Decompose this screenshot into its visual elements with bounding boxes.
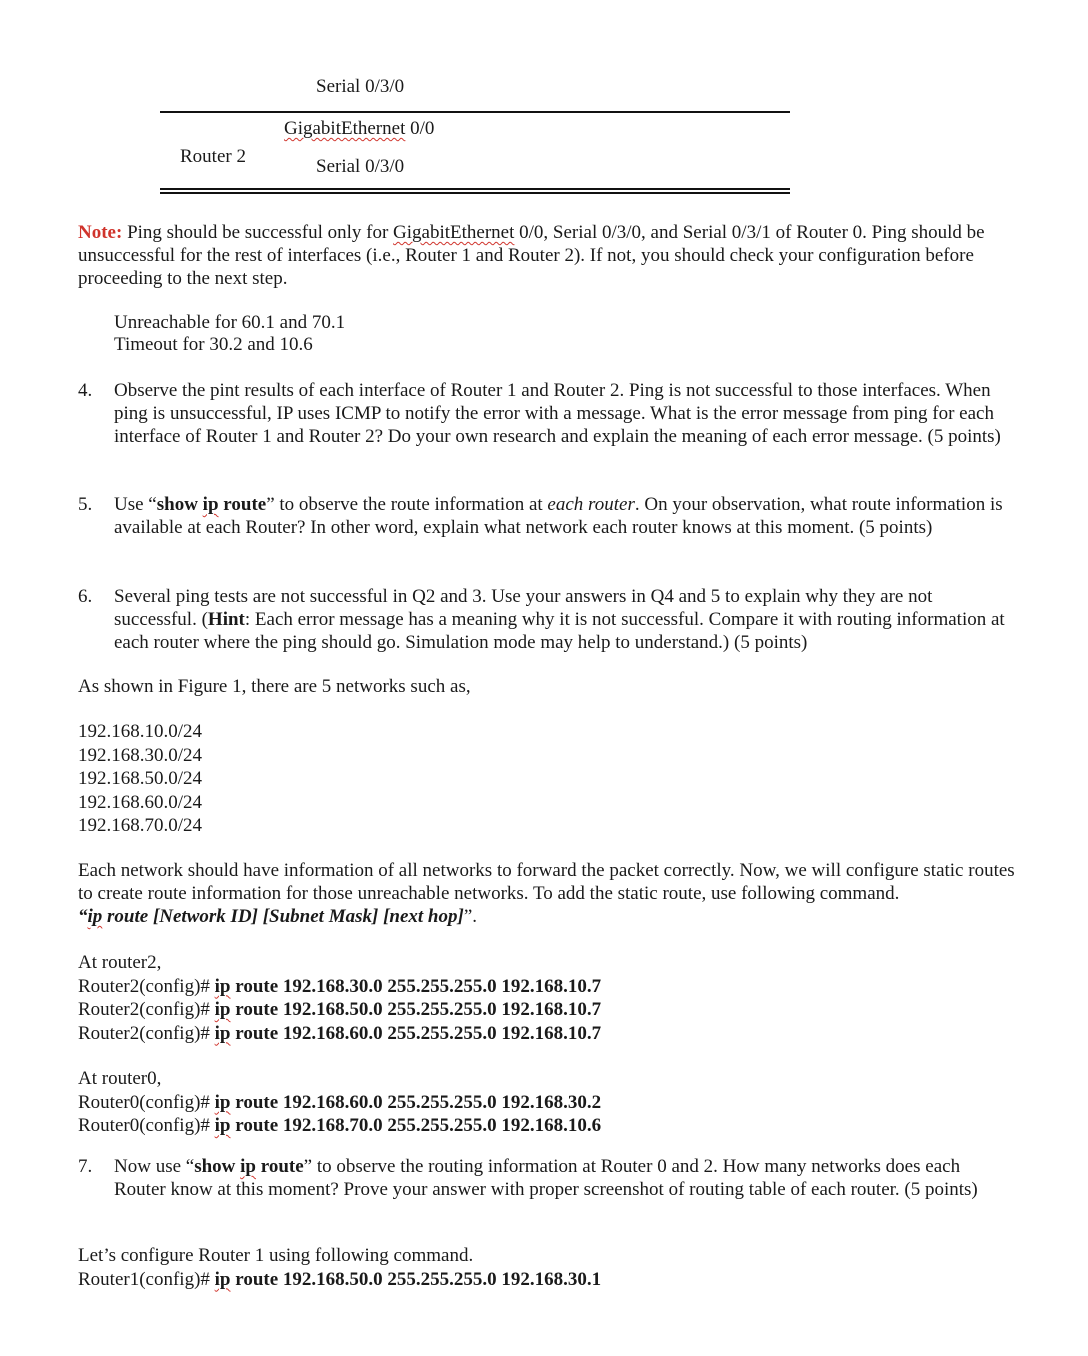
answer-line-2: Timeout for 30.2 and 10.6	[114, 334, 313, 355]
cli-command: route 192.168.70.0 255.255.255.0 192.168.10.6	[235, 1115, 602, 1136]
spellcheck-word: ip	[214, 1091, 231, 1113]
block-heading: Let’s configure Router 1 using following command.	[78, 1245, 474, 1266]
note-text-c: 0/0, Serial 0/3/0, and Serial 0/3/1 of Router 0. Ping should be unsuccessful for the rest of interfaces (i.e., Router 1 and Router 2). If not, you should check your configuration before proceeding to the next step.	[78, 222, 985, 289]
config-line	[78, 1114, 601, 1138]
table-rule-bottom-1	[160, 188, 790, 190]
note-label: Note:	[78, 222, 123, 243]
text-segment: ”.	[463, 906, 478, 927]
text-segment: ” to observe the route information at	[266, 494, 543, 515]
command-syntax: route [Network ID] [Subnet Mask] [next hop]	[107, 906, 464, 927]
cli-prompt: Router1(config)#	[78, 1268, 210, 1290]
config-line	[78, 998, 601, 1022]
text-segment: ” to observe the routing information at Router 0 and 2. How many networks does each Router know at this moment? Prove your answer with proper screenshot of routing table of each router. (5 points)	[114, 1156, 978, 1200]
note-text-a: Ping should be successful only for	[127, 222, 389, 243]
text-segment: Use “	[114, 494, 157, 515]
networks-list	[78, 720, 202, 838]
config-line	[78, 975, 601, 999]
cli-prompt: Router2(config)#	[78, 975, 210, 997]
cli-prompt: Router0(config)#	[78, 1091, 210, 1113]
spellcheck-word: ip	[214, 975, 231, 997]
text-segment: Several ping tests are not successful in Q2 and 3. Use your answers in Q4 and 5 to explain why they are not successful. (	[114, 586, 933, 630]
router1-config-block	[78, 1244, 601, 1291]
spellcheck-word: ip	[214, 999, 231, 1020]
network-item: 192.168.50.0/24	[78, 768, 203, 789]
question-number: 7.	[78, 1156, 93, 1177]
emphasis-text: each router	[547, 494, 635, 515]
question-number: 6.	[78, 586, 93, 607]
block-heading: At router2,	[78, 952, 162, 973]
question-text: Observe the pint results of each interface of Router 1 and Router 2. Ping is not successful to those interfaces. When ping is unsuccessful, IP uses ICMP to notify the error with a message. What is the error message from ping for each interface of Router 1 and Router 2? Do your own research and explain the meaning of each error message. (5 points)	[114, 380, 1001, 447]
cli-command: route 192.168.50.0 255.255.255.0 192.168.10.7	[235, 999, 602, 1020]
hint-label: Hint	[207, 609, 245, 630]
spellcheck-word: ip	[214, 1268, 231, 1290]
cli-prompt: Router0(config)#	[78, 1115, 210, 1136]
table-rule-top	[160, 111, 790, 113]
text-segment: “	[78, 906, 88, 927]
spellcheck-word: ip	[202, 494, 219, 515]
cli-command: route 192.168.30.0 255.255.255.0 192.168.10.7	[235, 975, 602, 997]
spellcheck-word: ip	[87, 906, 103, 927]
network-item: 192.168.60.0/24	[78, 791, 203, 813]
cli-prompt: Router2(config)#	[78, 999, 210, 1020]
question-text	[114, 493, 1014, 539]
question-number: 5.	[78, 494, 93, 515]
text-segment: Now use “	[114, 1156, 195, 1177]
text-segment: Each network should have information of all networks to forward the packet correctly. Now, we will configure static routes to create route information for those unreachable networks. To add the static route, use following command.	[78, 860, 1015, 904]
cli-prompt: Router2(config)#	[78, 1022, 210, 1044]
router0-config-block	[78, 1067, 601, 1138]
table-cell-router2: Router 2	[180, 146, 246, 167]
spellcheck-word: ip	[214, 1115, 231, 1136]
text-segment: . On your observation, what route information is available at each Router? In other word, explain what network each router knows at this moment. (5 points)	[114, 494, 1003, 538]
spellcheck-word: GigabitEthernet	[284, 118, 406, 139]
static-route-intro	[78, 859, 1018, 928]
spellcheck-word: ip	[240, 1156, 256, 1177]
spellcheck-word: GigabitEthernet	[393, 222, 515, 243]
command-keyword: route	[223, 494, 267, 515]
config-line	[78, 1091, 601, 1115]
command-keyword: show	[156, 494, 198, 515]
cli-command: route 192.168.50.0 255.255.255.0 192.168.30.1	[235, 1268, 602, 1290]
command-keyword: route	[260, 1156, 304, 1177]
config-line	[78, 1022, 601, 1046]
question-text	[114, 1155, 1014, 1201]
table-cell-serial-row0: Serial 0/3/0	[316, 76, 405, 97]
command-keyword: show	[194, 1156, 236, 1177]
networks-intro: As shown in Figure 1, there are 5 networks such as,	[78, 676, 471, 697]
note-paragraph	[78, 221, 1018, 290]
text-segment: : Each error message has a meaning why it is not successful. Compare it with routing information at each router where the ping should go. Simulation mode may help to understand.) (5 points)	[114, 609, 1005, 653]
table-cell-serial-router2: Serial 0/3/0	[316, 156, 405, 177]
question-text	[114, 585, 1014, 654]
cli-command: route 192.168.60.0 255.255.255.0 192.168.10.7	[235, 1022, 602, 1044]
config-line	[78, 1268, 601, 1292]
spellcheck-word: ip	[214, 1022, 231, 1044]
table-rule-bottom-2	[160, 192, 790, 194]
network-item: 192.168.30.0/24	[78, 744, 203, 766]
table-cell-gigabit	[284, 117, 434, 140]
block-heading: At router0,	[78, 1068, 162, 1089]
answer-line-1: Unreachable for 60.1 and 70.1	[114, 312, 346, 333]
question-number: 4.	[78, 380, 93, 401]
port-number: 0/0	[410, 118, 435, 139]
cli-command: route 192.168.60.0 255.255.255.0 192.168.30.2	[235, 1091, 602, 1113]
network-item: 192.168.10.0/24	[78, 721, 203, 742]
network-item: 192.168.70.0/24	[78, 815, 203, 836]
router2-config-block	[78, 951, 601, 1045]
